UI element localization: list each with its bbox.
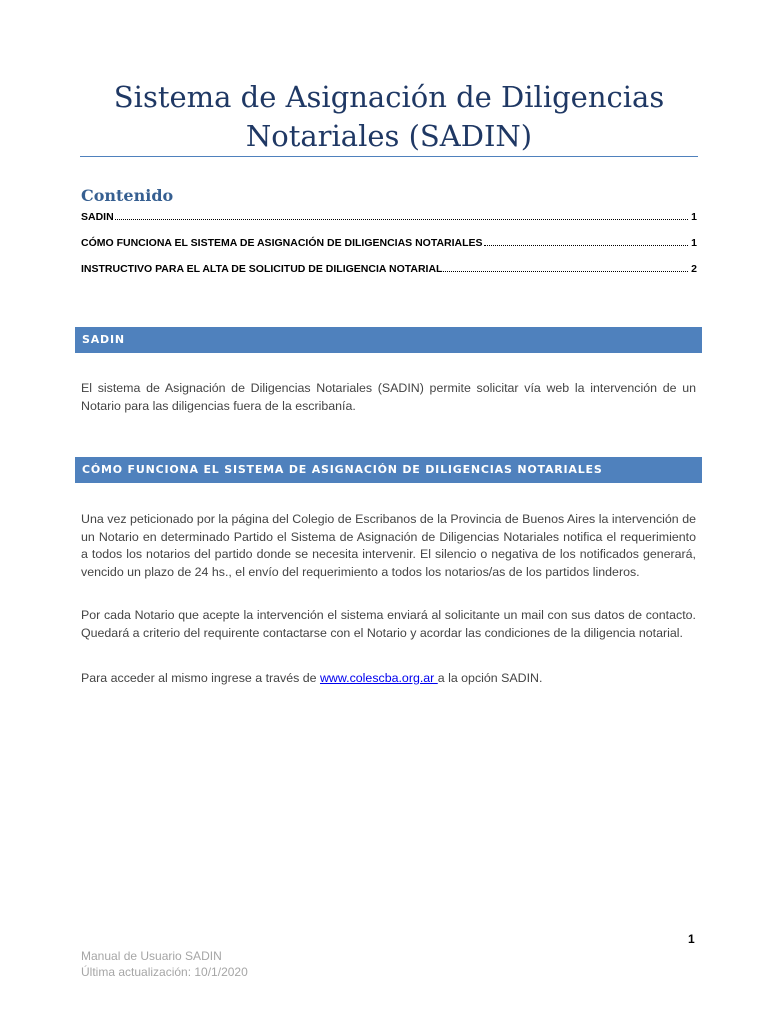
document-title: Sistema de Asignación de Diligencias Notariales (SADIN) [113,80,665,153]
access-paragraph [81,670,696,688]
toc-entry-sadin[interactable] [81,210,697,236]
toc-entry-label: SADIN [81,211,114,223]
toc-entry-page: 1 [691,211,697,223]
como-funciona-paragraph-1: Una vez peticionado por la página del Colegio de Escribanos de la Provincia de Buenos Aires la intervención de un Notario en determinado Partido el Sistema de Asignación de Diligencias Notariales notifica el requerimiento a todos los notarios del partido donde se necesita intervenir. El silencio o negativa de los notificados generará, vencido un plazo de 24 hs., el envío del requerimiento a todos los notarios/as de los partidos linderos. [81,512,696,579]
table-of-contents [81,210,697,288]
section-heading-sadin: SADIN [75,327,702,353]
title-divider [80,156,698,157]
toc-entry-instructivo[interactable] [81,262,697,288]
sadin-paragraph: El sistema de Asignación de Diligencias Notariales (SADIN) permite solicitar vía web la intervención de un Notario para las diligencias fuera de la escribanía. [81,381,696,413]
toc-entry-page: 1 [691,237,697,249]
como-funciona-paragraph-2: Por cada Notario que acepte la intervención el sistema enviará al solicitante un mail con sus datos de contacto. Quedará a criterio del requirente contactarse con el Notario y acordar las condiciones de la diligencia notarial. [81,608,696,640]
footer-manual-title: Manual de Usuario SADIN [81,949,222,963]
toc-leader-dots [443,262,688,272]
toc-entry-label: CÓMO FUNCIONA EL SISTEMA DE ASIGNACIÓN DE DILIGENCIAS NOTARIALES [81,237,483,249]
toc-leader-dots [484,236,689,246]
toc-entry-label: INSTRUCTIVO PARA EL ALTA DE SOLICITUD DE DILIGENCIA NOTARIAL [81,263,443,275]
toc-entry-como-funciona[interactable] [81,236,697,262]
footer-last-updated: Última actualización: 10/1/2020 [81,965,248,979]
access-text-suffix: a la opción SADIN. [437,671,543,685]
toc-entry-page: 2 [691,263,697,275]
section-heading-como-funciona: CÓMO FUNCIONA EL SISTEMA DE ASIGNACIÓN DE DILIGENCIAS NOTARIALES [75,457,702,483]
footer [81,948,248,980]
toc-heading: Contenido [81,186,174,205]
page-number: 1 [688,932,695,946]
colescba-link[interactable]: www.colescba.org.ar [319,671,438,685]
access-text-prefix: Para acceder al mismo ingrese a través de [81,671,320,685]
toc-leader-dots [115,210,688,220]
